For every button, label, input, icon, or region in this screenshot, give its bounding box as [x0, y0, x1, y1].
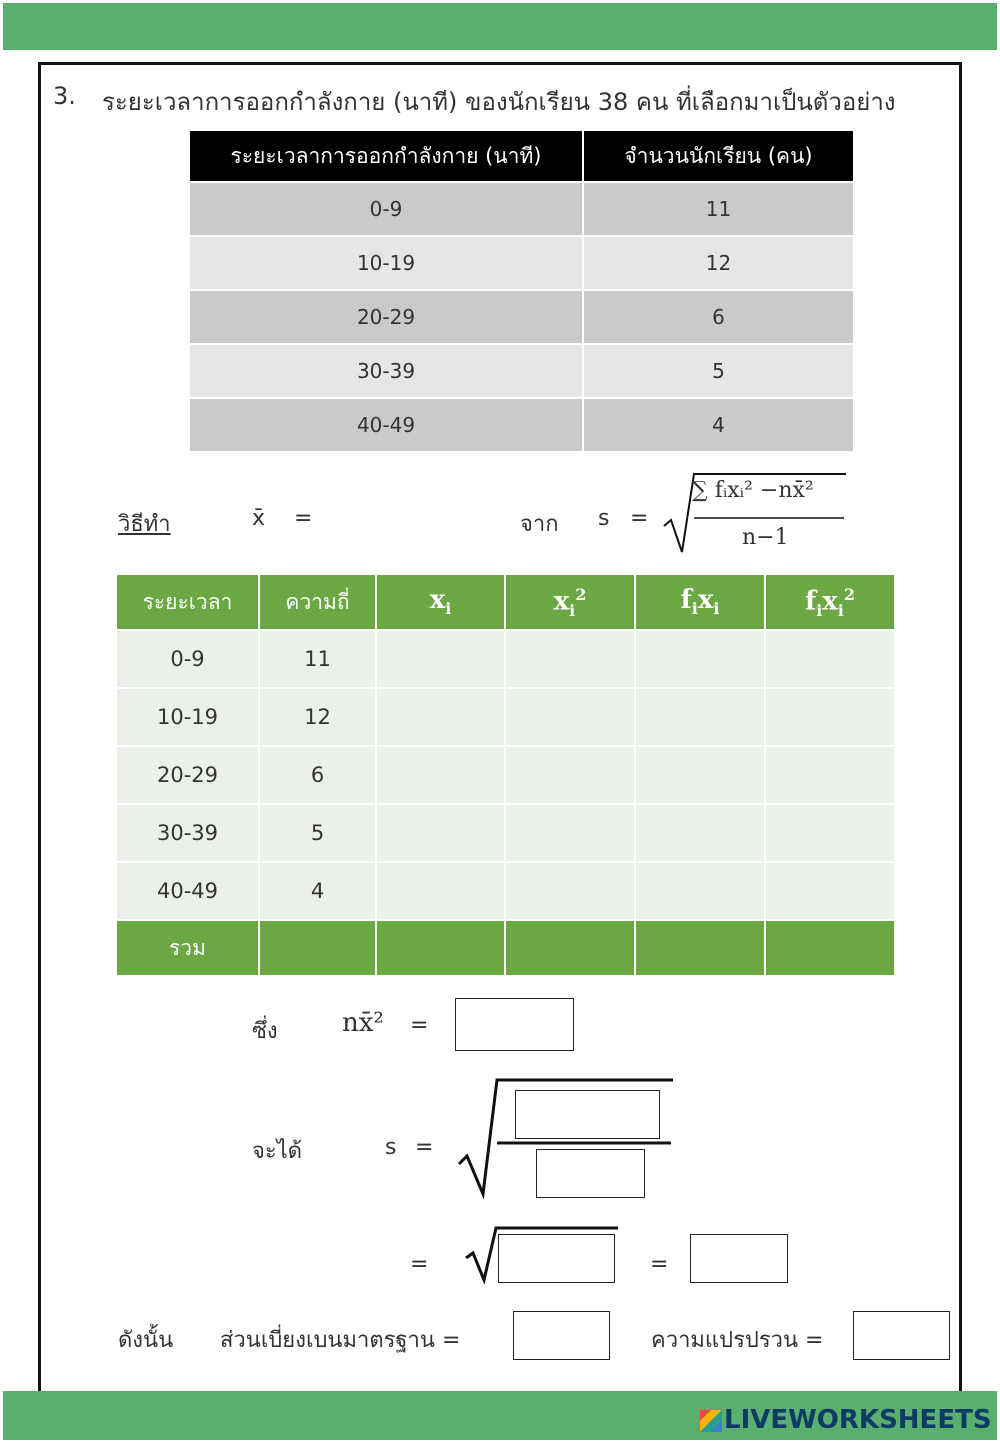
frequency-cell: 6 — [260, 747, 377, 805]
interval-cell: 30-39 — [190, 345, 584, 399]
answer-cell[interactable] — [766, 631, 896, 689]
step2-label: จะได้ — [252, 1139, 303, 1164]
step1-label: ซึ่ง — [252, 1019, 278, 1044]
from-label: จาก — [520, 512, 559, 537]
nxbar2-expression: nx̄² — [342, 1008, 384, 1038]
s-symbol: s — [385, 1135, 397, 1160]
table-row — [190, 183, 855, 237]
table-row — [117, 631, 896, 689]
equals-sign: = — [410, 1013, 429, 1038]
logo-mark-icon — [700, 1410, 722, 1432]
answer-cell[interactable] — [506, 805, 636, 863]
answer-cell[interactable] — [506, 747, 636, 805]
count-cell: 11 — [584, 183, 855, 237]
data-table-header: ระยะเวลาการออกกำลังกาย (นาที) — [190, 131, 584, 183]
work-table — [117, 575, 896, 977]
count-cell: 6 — [584, 291, 855, 345]
table-row — [117, 863, 896, 921]
interval-cell: 40-49 — [117, 863, 260, 921]
answer-cell[interactable] — [506, 689, 636, 747]
answer-cell[interactable] — [506, 631, 636, 689]
answer-cell[interactable] — [377, 631, 506, 689]
data-table — [190, 131, 855, 453]
solution-label: วิธีทำ — [118, 512, 171, 537]
liveworksheets-logo — [700, 1405, 992, 1435]
table-row — [117, 689, 896, 747]
frequency-cell: 4 — [260, 863, 377, 921]
answer-cell[interactable] — [377, 689, 506, 747]
frequency-cell: 11 — [260, 631, 377, 689]
answer-cell[interactable] — [260, 921, 377, 977]
answer-cell[interactable] — [377, 805, 506, 863]
interval-cell: 40-49 — [190, 399, 584, 453]
s-symbol: s — [598, 506, 610, 531]
work-header-frequency: ความถี่ — [260, 575, 377, 631]
table-row — [190, 291, 855, 345]
answer-cell[interactable] — [766, 747, 896, 805]
count-cell: 4 — [584, 399, 855, 453]
answer-cell[interactable] — [636, 747, 766, 805]
variance-root-answer-box[interactable] — [498, 1234, 615, 1283]
answer-cell[interactable] — [636, 631, 766, 689]
answer-cell[interactable] — [766, 921, 896, 977]
equals-sign: = — [630, 506, 649, 531]
table-row — [117, 747, 896, 805]
frequency-cell: 5 — [260, 805, 377, 863]
answer-cell[interactable] — [636, 689, 766, 747]
count-cell: 5 — [584, 345, 855, 399]
logo-text: LIVEWORKSHEETS — [724, 1405, 992, 1435]
table-row — [117, 805, 896, 863]
table-row — [190, 399, 855, 453]
interval-cell: 30-39 — [117, 805, 260, 863]
numerator-answer-box[interactable] — [515, 1090, 660, 1139]
s-result-answer-box[interactable] — [690, 1234, 788, 1283]
work-header-xi: $x_i$ — [377, 575, 506, 631]
answer-cell[interactable] — [636, 805, 766, 863]
answer-cell[interactable] — [636, 863, 766, 921]
table-row — [190, 237, 855, 291]
answer-cell[interactable] — [766, 805, 896, 863]
table-row — [190, 345, 855, 399]
variance-answer-box[interactable] — [853, 1311, 950, 1360]
count-cell: 12 — [584, 237, 855, 291]
frequency-cell: 12 — [260, 689, 377, 747]
answer-cell[interactable] — [636, 921, 766, 977]
question-number: 3. — [53, 82, 76, 110]
interval-cell: 10-19 — [117, 689, 260, 747]
equals-sign: = — [650, 1252, 669, 1277]
denominator-answer-box[interactable] — [536, 1149, 645, 1198]
conclusion-label: ดังนั้น — [118, 1328, 174, 1353]
formula-denominator: n−1 — [742, 525, 789, 550]
work-header-interval: ระยะเวลา — [117, 575, 260, 631]
total-label: รวม — [117, 921, 260, 977]
data-table-header: จำนวนนักเรียน (คน) — [584, 131, 855, 183]
answer-cell[interactable] — [377, 747, 506, 805]
question-text: ระยะเวลาการออกกำลังกาย (นาที) ของนักเรียน 38 คน ที่เลือกมาเป็นตัวอย่าง — [102, 88, 896, 116]
total-row — [117, 921, 896, 977]
answer-cell[interactable] — [766, 863, 896, 921]
answer-cell[interactable] — [506, 863, 636, 921]
interval-cell: 10-19 — [190, 237, 584, 291]
sd-answer-box[interactable] — [513, 1311, 610, 1360]
equals-sign: = — [415, 1135, 434, 1160]
answer-cell[interactable] — [377, 863, 506, 921]
work-header-fixi2: $f_ix_i^2$ — [766, 575, 896, 631]
nxbar2-answer-box[interactable] — [455, 998, 574, 1051]
answer-cell[interactable] — [377, 921, 506, 977]
formula-numerator: ∑ fᵢxᵢ² −nx̄² — [692, 478, 814, 503]
xbar-symbol: x̄ — [252, 506, 266, 531]
interval-cell: 20-29 — [117, 747, 260, 805]
answer-cell[interactable] — [766, 689, 896, 747]
interval-cell: 0-9 — [190, 183, 584, 237]
interval-cell: 0-9 — [117, 631, 260, 689]
top-banner — [3, 3, 997, 50]
answer-cell[interactable] — [506, 921, 636, 977]
equals-sign: = — [294, 506, 313, 531]
work-header-fixi: $f_ix_i$ — [636, 575, 766, 631]
equals-sign: = — [410, 1252, 429, 1277]
work-header-xi2: $x_i^2$ — [506, 575, 636, 631]
sd-label: ส่วนเบี่ยงเบนมาตรฐาน = — [220, 1328, 461, 1353]
interval-cell: 20-29 — [190, 291, 584, 345]
variance-label: ความแปรปรวน = — [651, 1328, 824, 1353]
